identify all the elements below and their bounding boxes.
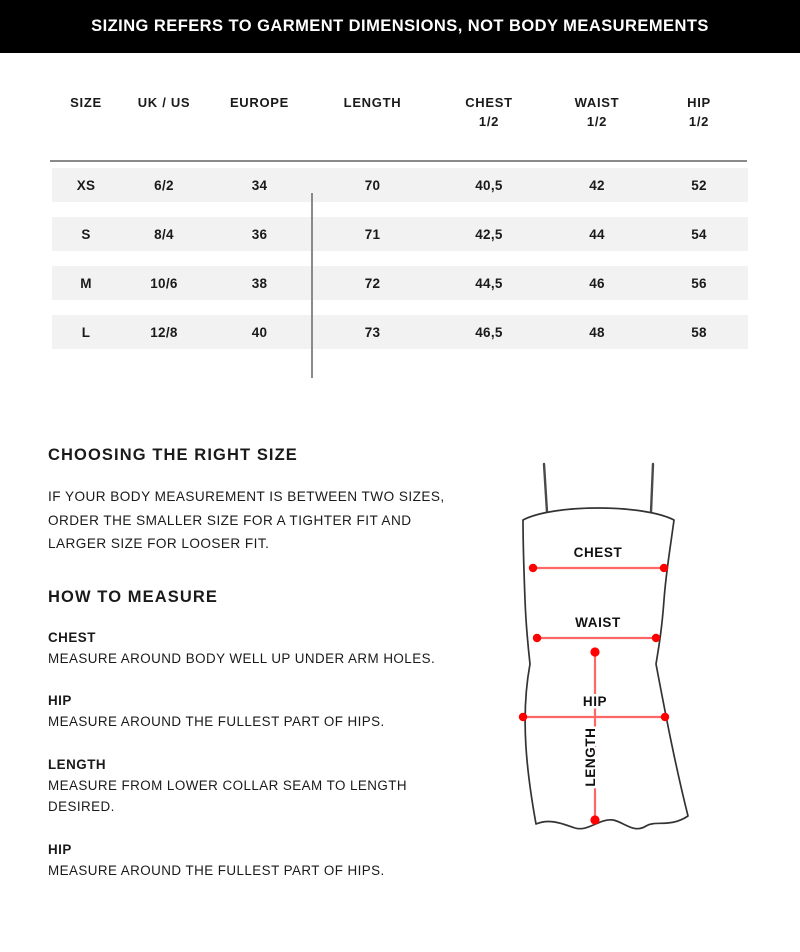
strap-right-icon xyxy=(651,464,653,512)
lower-content xyxy=(0,420,800,952)
measure-term: HIP xyxy=(48,693,72,708)
column-header-chest: CHEST 1/2 xyxy=(465,95,513,129)
measure-term: LENGTH xyxy=(48,756,107,772)
table-row xyxy=(52,315,748,349)
cell-europe: 36 xyxy=(208,217,311,251)
table-row xyxy=(52,168,748,202)
cell-size: S xyxy=(52,217,120,251)
table-header-row xyxy=(52,53,748,153)
measure-item-hip xyxy=(48,691,478,733)
table-spacer xyxy=(52,251,748,266)
length-point-top xyxy=(590,647,599,656)
hip-point-left xyxy=(519,713,527,721)
cell-waist: 46 xyxy=(544,266,650,300)
column-header-hip: HIP 1/2 xyxy=(687,95,711,129)
measure-description: MEASURE AROUND BODY WELL UP UNDER ARM HOLES. xyxy=(48,650,436,666)
dress-illustration-svg xyxy=(478,460,778,880)
banner-title: SIZING REFERS TO GARMENT DIMENSIONS, NOT BODY MEASUREMENTS xyxy=(91,17,709,35)
table-spacer xyxy=(52,300,748,315)
cell-length: 71 xyxy=(311,217,434,251)
table-row xyxy=(52,217,748,251)
measure-term: CHEST xyxy=(48,629,96,645)
cell-chest: 46,5 xyxy=(434,315,544,349)
cell-size: L xyxy=(52,315,120,349)
cell-waist: 42 xyxy=(544,168,650,202)
table-spacer xyxy=(52,202,748,217)
size-chart-table xyxy=(52,53,748,349)
length-point-bottom xyxy=(590,815,599,824)
table-row xyxy=(52,266,748,300)
chest-point-right xyxy=(660,564,668,572)
cell-europe: 34 xyxy=(208,168,311,202)
measure-description-cont: DESIRED. xyxy=(48,799,115,814)
header-banner xyxy=(0,0,800,53)
choosing-size-title: CHOOSING THE RIGHT SIZE xyxy=(48,446,298,464)
column-header-waist: WAIST 1/2 xyxy=(574,95,620,129)
column-header-size: SIZE xyxy=(70,95,102,110)
column-group-divider xyxy=(311,193,313,378)
measure-item-hip-2 xyxy=(48,840,478,882)
measure-term: HIP xyxy=(48,841,72,857)
cell-length: 70 xyxy=(311,168,434,202)
strap-left-icon xyxy=(544,464,547,512)
dress-diagram xyxy=(478,460,778,910)
cell-uk-us: 6/2 xyxy=(120,168,208,202)
measure-description: MEASURE AROUND THE FULLEST PART OF HIPS. xyxy=(48,862,385,878)
size-table-container xyxy=(52,53,748,349)
label-waist: WAIST xyxy=(575,615,621,630)
cell-size: M xyxy=(52,266,120,300)
column-header-uk-us: UK / US xyxy=(137,95,191,110)
cell-hip: 52 xyxy=(650,168,748,202)
waist-point-left xyxy=(533,634,541,642)
cell-hip: 54 xyxy=(650,217,748,251)
label-chest: CHEST xyxy=(573,545,623,560)
choosing-size-body-line1: IF YOUR BODY MEASUREMENT IS BETWEEN TWO SIZES, xyxy=(48,489,445,504)
chest-point-left xyxy=(529,564,537,572)
cell-waist: 44 xyxy=(544,217,650,251)
waist-point-right xyxy=(652,634,660,642)
label-length: LENGTH xyxy=(583,727,598,787)
column-header-europe: EUROPE xyxy=(229,95,290,110)
cell-chest: 42,5 xyxy=(434,217,544,251)
cell-uk-us: 8/4 xyxy=(120,217,208,251)
cell-hip: 56 xyxy=(650,266,748,300)
cell-europe: 40 xyxy=(208,315,311,349)
header-divider-line xyxy=(50,160,747,162)
choosing-size-body-line3: LARGER SIZE FOR LOOSER FIT. xyxy=(48,536,270,551)
cell-chest: 40,5 xyxy=(434,168,544,202)
measure-item-chest xyxy=(48,628,478,670)
measure-description: MEASURE FROM LOWER COLLAR SEAM TO LENGTH xyxy=(48,777,408,793)
cell-uk-us: 12/8 xyxy=(120,315,208,349)
cell-size: XS xyxy=(52,168,120,202)
cell-hip: 58 xyxy=(650,315,748,349)
instructions-column xyxy=(48,420,478,881)
hip-point-right xyxy=(661,713,669,721)
cell-length: 73 xyxy=(311,315,434,349)
choosing-size-body-line2: ORDER THE SMALLER SIZE FOR A TIGHTER FIT AND xyxy=(48,512,412,528)
measure-description: MEASURE AROUND THE FULLEST PART OF HIPS. xyxy=(48,714,385,729)
cell-length: 72 xyxy=(311,266,434,300)
measure-item-length xyxy=(48,755,478,818)
how-to-measure-title: HOW TO MEASURE xyxy=(48,587,219,606)
column-header-length: LENGTH xyxy=(343,95,402,110)
label-hip: HIP xyxy=(582,694,608,709)
cell-uk-us: 10/6 xyxy=(120,266,208,300)
cell-europe: 38 xyxy=(208,266,311,300)
cell-chest: 44,5 xyxy=(434,266,544,300)
cell-waist: 48 xyxy=(544,315,650,349)
